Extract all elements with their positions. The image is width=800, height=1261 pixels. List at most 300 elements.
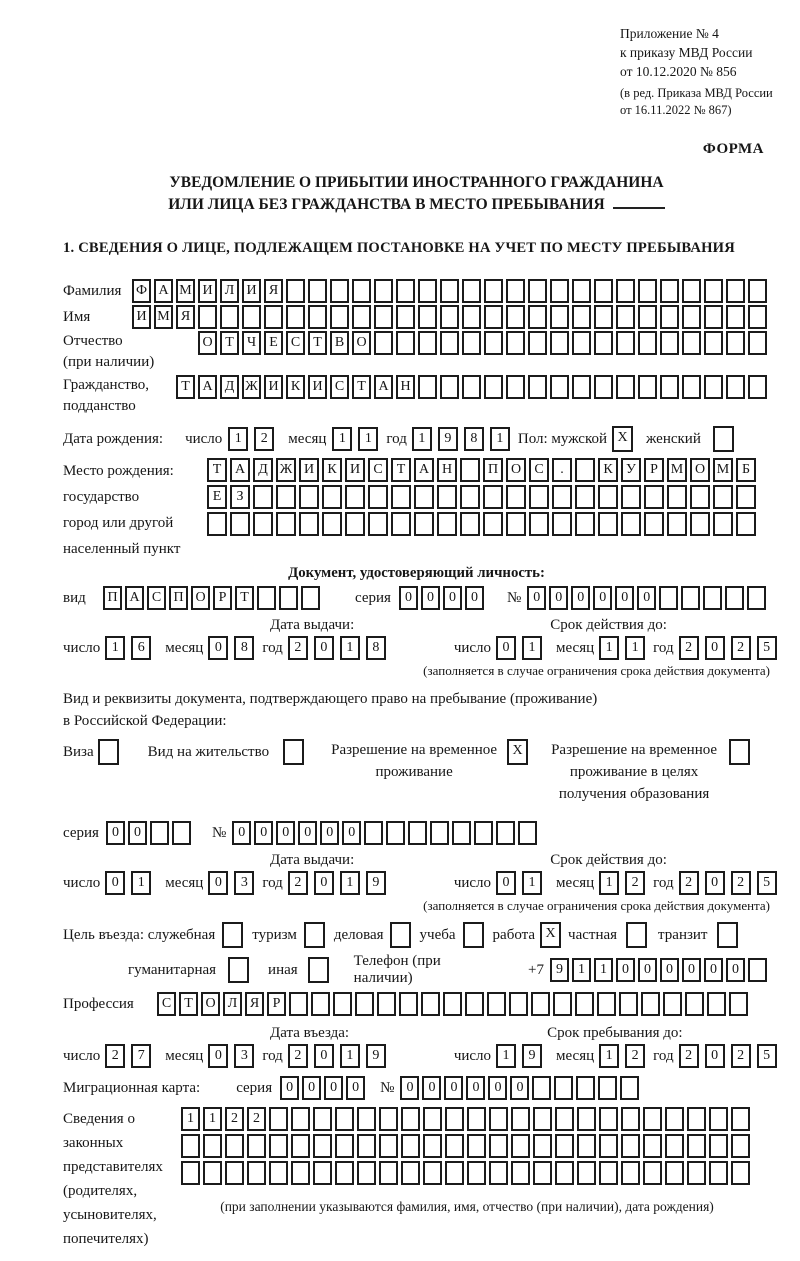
char-cell[interactable]: И (308, 375, 327, 399)
char-cell[interactable] (704, 305, 723, 329)
char-cell[interactable] (681, 586, 700, 610)
char-cell[interactable]: А (414, 458, 434, 482)
char-cell[interactable] (308, 305, 327, 329)
char-cell[interactable]: 1 (594, 958, 613, 982)
char-cell[interactable] (729, 992, 748, 1016)
char-cell[interactable] (253, 485, 273, 509)
char-cell[interactable] (616, 279, 635, 303)
char-cell[interactable] (621, 1161, 640, 1185)
char-cell[interactable]: 1 (181, 1107, 200, 1131)
char-cell[interactable] (506, 331, 525, 355)
char-cell[interactable] (532, 1076, 551, 1100)
char-cell[interactable]: 3 (234, 1044, 254, 1068)
char-cell[interactable] (460, 458, 480, 482)
char-cell[interactable] (276, 512, 296, 536)
char-cell[interactable] (597, 992, 616, 1016)
char-cell[interactable] (291, 1161, 310, 1185)
char-cell[interactable] (621, 1134, 640, 1158)
char-cell[interactable]: М (154, 305, 173, 329)
char-cell[interactable]: 2 (288, 871, 308, 895)
char-cell[interactable] (509, 992, 528, 1016)
char-cell[interactable] (663, 992, 682, 1016)
char-cell[interactable] (598, 512, 618, 536)
char-cell[interactable]: 1 (599, 636, 619, 660)
char-cell[interactable] (528, 305, 547, 329)
char-cell[interactable] (467, 1134, 486, 1158)
char-cell[interactable]: И (299, 458, 319, 482)
char-cell[interactable] (247, 1134, 266, 1158)
char-cell[interactable]: Я (264, 279, 283, 303)
char-cell[interactable]: О (690, 458, 710, 482)
char-cell[interactable]: 0 (128, 821, 147, 845)
char-cell[interactable]: Е (264, 331, 283, 355)
char-cell[interactable] (660, 375, 679, 399)
char-cell[interactable] (511, 1107, 530, 1131)
char-cell[interactable] (575, 512, 595, 536)
char-cell[interactable] (330, 279, 349, 303)
char-cell[interactable] (577, 1107, 596, 1131)
char-cell[interactable] (423, 1134, 442, 1158)
char-cell[interactable] (506, 305, 525, 329)
char-cell[interactable] (379, 1107, 398, 1131)
char-cell[interactable] (391, 512, 411, 536)
char-cell[interactable]: 2 (288, 1044, 308, 1068)
char-cell[interactable] (533, 1161, 552, 1185)
char-cell[interactable]: С (286, 331, 305, 355)
char-cell[interactable] (533, 1107, 552, 1131)
char-cell[interactable]: 0 (400, 1076, 419, 1100)
char-cell[interactable] (181, 1161, 200, 1185)
char-cell[interactable] (638, 331, 657, 355)
char-cell[interactable] (726, 279, 745, 303)
char-cell[interactable] (685, 992, 704, 1016)
char-cell[interactable]: 0 (638, 958, 657, 982)
char-cell[interactable] (594, 375, 613, 399)
char-cell[interactable] (460, 512, 480, 536)
char-cell[interactable] (660, 279, 679, 303)
char-cell[interactable]: 8 (366, 636, 386, 660)
char-cell[interactable]: Ч (242, 331, 261, 355)
char-cell[interactable]: 0 (324, 1076, 343, 1100)
char-cell[interactable] (713, 426, 734, 452)
char-cell[interactable]: 5 (757, 636, 777, 660)
char-cell[interactable] (575, 458, 595, 482)
char-cell[interactable] (748, 331, 767, 355)
char-cell[interactable] (289, 992, 308, 1016)
char-cell[interactable] (276, 485, 296, 509)
char-cell[interactable] (511, 1134, 530, 1158)
char-cell[interactable]: С (157, 992, 176, 1016)
char-cell[interactable]: А (374, 375, 393, 399)
char-cell[interactable]: Н (437, 458, 457, 482)
char-cell[interactable] (379, 1134, 398, 1158)
char-cell[interactable]: 9 (550, 958, 569, 982)
char-cell[interactable] (283, 739, 304, 765)
char-cell[interactable] (621, 1107, 640, 1131)
char-cell[interactable]: Б (736, 458, 756, 482)
char-cell[interactable]: 0 (421, 586, 440, 610)
char-cell[interactable] (528, 279, 547, 303)
char-cell[interactable] (638, 305, 657, 329)
char-cell[interactable] (641, 992, 660, 1016)
char-cell[interactable] (687, 1107, 706, 1131)
char-cell[interactable] (616, 305, 635, 329)
char-cell[interactable] (414, 512, 434, 536)
char-cell[interactable] (386, 821, 405, 845)
char-cell[interactable] (242, 305, 261, 329)
char-cell[interactable] (484, 331, 503, 355)
char-cell[interactable]: 1 (340, 1044, 360, 1068)
char-cell[interactable]: 0 (549, 586, 568, 610)
char-cell[interactable]: 0 (496, 636, 516, 660)
char-cell[interactable] (418, 305, 437, 329)
char-cell[interactable] (203, 1161, 222, 1185)
char-cell[interactable] (690, 485, 710, 509)
char-cell[interactable]: 0 (399, 586, 418, 610)
char-cell[interactable]: З (230, 485, 250, 509)
char-cell[interactable]: 1 (572, 958, 591, 982)
char-cell[interactable]: . (552, 458, 572, 482)
char-cell[interactable]: Н (396, 375, 415, 399)
char-cell[interactable]: 2 (731, 871, 751, 895)
char-cell[interactable]: Я (245, 992, 264, 1016)
char-cell[interactable] (269, 1161, 288, 1185)
char-cell[interactable] (333, 992, 352, 1016)
char-cell[interactable]: И (242, 279, 261, 303)
char-cell[interactable] (599, 1107, 618, 1131)
char-cell[interactable] (682, 331, 701, 355)
char-cell[interactable] (665, 1161, 684, 1185)
char-cell[interactable] (550, 331, 569, 355)
char-cell[interactable] (709, 1161, 728, 1185)
char-cell[interactable] (401, 1134, 420, 1158)
char-cell[interactable] (225, 1134, 244, 1158)
char-cell[interactable] (704, 331, 723, 355)
char-cell[interactable]: 0 (208, 1044, 228, 1068)
char-cell[interactable]: Р (644, 458, 664, 482)
char-cell[interactable] (643, 1134, 662, 1158)
char-cell[interactable] (379, 1161, 398, 1185)
char-cell[interactable]: 0 (208, 871, 228, 895)
char-cell[interactable] (352, 279, 371, 303)
char-cell[interactable]: О (201, 992, 220, 1016)
char-cell[interactable] (257, 586, 276, 610)
char-cell[interactable]: С (330, 375, 349, 399)
char-cell[interactable] (533, 1134, 552, 1158)
char-cell[interactable]: О (506, 458, 526, 482)
char-cell[interactable] (643, 1161, 662, 1185)
char-cell[interactable] (368, 512, 388, 536)
char-cell[interactable]: 0 (302, 1076, 321, 1100)
char-cell[interactable] (299, 485, 319, 509)
char-cell[interactable] (445, 1161, 464, 1185)
char-cell[interactable] (304, 922, 325, 948)
char-cell[interactable] (553, 992, 572, 1016)
char-cell[interactable] (550, 279, 569, 303)
char-cell[interactable] (467, 1107, 486, 1131)
char-cell[interactable] (487, 992, 506, 1016)
char-cell[interactable]: И (264, 375, 283, 399)
char-cell[interactable]: 2 (625, 871, 645, 895)
char-cell[interactable] (506, 279, 525, 303)
char-cell[interactable]: М (667, 458, 687, 482)
char-cell[interactable] (555, 1161, 574, 1185)
char-cell[interactable]: X (612, 426, 633, 452)
char-cell[interactable] (377, 992, 396, 1016)
char-cell[interactable]: 2 (679, 636, 699, 660)
char-cell[interactable] (682, 375, 701, 399)
char-cell[interactable] (253, 512, 273, 536)
char-cell[interactable] (713, 485, 733, 509)
char-cell[interactable] (619, 992, 638, 1016)
char-cell[interactable]: Ж (242, 375, 261, 399)
char-cell[interactable] (460, 485, 480, 509)
char-cell[interactable] (286, 279, 305, 303)
char-cell[interactable] (264, 305, 283, 329)
char-cell[interactable] (355, 992, 374, 1016)
char-cell[interactable]: 0 (466, 1076, 485, 1100)
char-cell[interactable] (599, 1161, 618, 1185)
char-cell[interactable] (736, 485, 756, 509)
char-cell[interactable] (345, 512, 365, 536)
char-cell[interactable]: Т (176, 375, 195, 399)
char-cell[interactable]: 1 (340, 636, 360, 660)
char-cell[interactable]: 0 (106, 821, 125, 845)
char-cell[interactable]: 1 (599, 871, 619, 895)
char-cell[interactable] (291, 1134, 310, 1158)
char-cell[interactable]: Д (220, 375, 239, 399)
char-cell[interactable] (421, 992, 440, 1016)
char-cell[interactable] (528, 375, 547, 399)
char-cell[interactable] (594, 305, 613, 329)
char-cell[interactable]: П (103, 586, 122, 610)
char-cell[interactable] (374, 279, 393, 303)
char-cell[interactable] (575, 992, 594, 1016)
char-cell[interactable]: 2 (254, 427, 274, 451)
char-cell[interactable] (150, 821, 169, 845)
char-cell[interactable] (374, 331, 393, 355)
char-cell[interactable]: 0 (705, 636, 725, 660)
char-cell[interactable]: 0 (705, 1044, 725, 1068)
char-cell[interactable]: Ж (276, 458, 296, 482)
char-cell[interactable] (682, 305, 701, 329)
char-cell[interactable] (638, 375, 657, 399)
char-cell[interactable]: Т (220, 331, 239, 355)
char-cell[interactable]: 1 (332, 427, 352, 451)
char-cell[interactable]: 1 (358, 427, 378, 451)
char-cell[interactable]: 0 (496, 871, 516, 895)
char-cell[interactable]: 7 (131, 1044, 151, 1068)
char-cell[interactable] (368, 485, 388, 509)
char-cell[interactable] (638, 279, 657, 303)
char-cell[interactable]: 6 (131, 636, 151, 660)
char-cell[interactable] (423, 1107, 442, 1131)
char-cell[interactable] (550, 305, 569, 329)
char-cell[interactable] (703, 586, 722, 610)
char-cell[interactable] (726, 331, 745, 355)
char-cell[interactable] (364, 821, 383, 845)
char-cell[interactable]: 9 (522, 1044, 542, 1068)
char-cell[interactable] (225, 1161, 244, 1185)
char-cell[interactable]: И (345, 458, 365, 482)
char-cell[interactable] (729, 739, 750, 765)
char-cell[interactable] (396, 305, 415, 329)
char-cell[interactable]: 1 (599, 1044, 619, 1068)
char-cell[interactable] (704, 375, 723, 399)
char-cell[interactable] (418, 279, 437, 303)
char-cell[interactable] (690, 512, 710, 536)
char-cell[interactable] (396, 331, 415, 355)
char-cell[interactable]: 0 (704, 958, 723, 982)
char-cell[interactable]: 5 (757, 871, 777, 895)
char-cell[interactable]: А (125, 586, 144, 610)
char-cell[interactable]: 0 (314, 1044, 334, 1068)
char-cell[interactable] (709, 1134, 728, 1158)
char-cell[interactable]: 1 (105, 636, 125, 660)
char-cell[interactable]: 2 (731, 1044, 751, 1068)
char-cell[interactable] (725, 586, 744, 610)
char-cell[interactable] (576, 1076, 595, 1100)
char-cell[interactable] (330, 305, 349, 329)
char-cell[interactable]: 2 (625, 1044, 645, 1068)
char-cell[interactable]: 1 (522, 871, 542, 895)
char-cell[interactable] (484, 375, 503, 399)
char-cell[interactable]: Р (267, 992, 286, 1016)
char-cell[interactable] (598, 1076, 617, 1100)
char-cell[interactable]: 2 (679, 1044, 699, 1068)
char-cell[interactable]: 8 (464, 427, 484, 451)
char-cell[interactable] (467, 1161, 486, 1185)
char-cell[interactable] (518, 821, 537, 845)
char-cell[interactable]: К (598, 458, 618, 482)
char-cell[interactable]: А (230, 458, 250, 482)
char-cell[interactable] (98, 739, 119, 765)
char-cell[interactable] (726, 375, 745, 399)
char-cell[interactable]: 1 (131, 871, 151, 895)
char-cell[interactable] (222, 922, 243, 948)
char-cell[interactable] (228, 957, 249, 983)
char-cell[interactable]: 2 (225, 1107, 244, 1131)
char-cell[interactable] (598, 485, 618, 509)
char-cell[interactable] (572, 279, 591, 303)
char-cell[interactable]: У (621, 458, 641, 482)
char-cell[interactable]: 1 (340, 871, 360, 895)
char-cell[interactable]: 0 (276, 821, 295, 845)
char-cell[interactable] (445, 1107, 464, 1131)
char-cell[interactable]: М (713, 458, 733, 482)
char-cell[interactable] (408, 821, 427, 845)
char-cell[interactable]: С (368, 458, 388, 482)
char-cell[interactable] (311, 992, 330, 1016)
char-cell[interactable]: 0 (208, 636, 228, 660)
char-cell[interactable] (462, 331, 481, 355)
char-cell[interactable] (572, 331, 591, 355)
char-cell[interactable] (489, 1134, 508, 1158)
char-cell[interactable] (736, 512, 756, 536)
char-cell[interactable]: Т (308, 331, 327, 355)
char-cell[interactable] (731, 1134, 750, 1158)
char-cell[interactable] (440, 331, 459, 355)
char-cell[interactable]: М (176, 279, 195, 303)
char-cell[interactable] (423, 1161, 442, 1185)
char-cell[interactable]: 1 (228, 427, 248, 451)
char-cell[interactable]: 0 (593, 586, 612, 610)
char-cell[interactable] (489, 1161, 508, 1185)
char-cell[interactable] (440, 305, 459, 329)
char-cell[interactable] (616, 331, 635, 355)
char-cell[interactable] (726, 305, 745, 329)
char-cell[interactable]: 2 (731, 636, 751, 660)
char-cell[interactable]: 0 (726, 958, 745, 982)
char-cell[interactable] (269, 1134, 288, 1158)
char-cell[interactable] (299, 512, 319, 536)
char-cell[interactable] (713, 512, 733, 536)
char-cell[interactable] (357, 1134, 376, 1158)
char-cell[interactable]: 2 (679, 871, 699, 895)
char-cell[interactable]: 1 (490, 427, 510, 451)
char-cell[interactable] (577, 1161, 596, 1185)
char-cell[interactable] (511, 1161, 530, 1185)
char-cell[interactable] (659, 586, 678, 610)
char-cell[interactable] (335, 1134, 354, 1158)
char-cell[interactable] (484, 279, 503, 303)
char-cell[interactable] (644, 485, 664, 509)
char-cell[interactable] (207, 512, 227, 536)
char-cell[interactable]: С (147, 586, 166, 610)
char-cell[interactable]: Т (207, 458, 227, 482)
char-cell[interactable]: 0 (616, 958, 635, 982)
char-cell[interactable]: 0 (232, 821, 251, 845)
char-cell[interactable] (748, 279, 767, 303)
char-cell[interactable] (313, 1161, 332, 1185)
char-cell[interactable] (572, 375, 591, 399)
char-cell[interactable] (528, 331, 547, 355)
char-cell[interactable]: 0 (422, 1076, 441, 1100)
char-cell[interactable] (665, 1107, 684, 1131)
char-cell[interactable] (489, 1107, 508, 1131)
char-cell[interactable] (399, 992, 418, 1016)
char-cell[interactable]: 0 (682, 958, 701, 982)
char-cell[interactable] (443, 992, 462, 1016)
char-cell[interactable] (577, 1134, 596, 1158)
char-cell[interactable] (687, 1134, 706, 1158)
char-cell[interactable] (552, 485, 572, 509)
char-cell[interactable] (555, 1107, 574, 1131)
char-cell[interactable] (396, 279, 415, 303)
char-cell[interactable] (620, 1076, 639, 1100)
char-cell[interactable]: 1 (522, 636, 542, 660)
char-cell[interactable]: 9 (366, 1044, 386, 1068)
char-cell[interactable]: 1 (412, 427, 432, 451)
char-cell[interactable] (682, 279, 701, 303)
char-cell[interactable]: 0 (571, 586, 590, 610)
char-cell[interactable] (391, 485, 411, 509)
char-cell[interactable] (462, 279, 481, 303)
char-cell[interactable] (660, 305, 679, 329)
char-cell[interactable]: К (286, 375, 305, 399)
char-cell[interactable] (599, 1134, 618, 1158)
char-cell[interactable]: 0 (314, 636, 334, 660)
char-cell[interactable] (301, 586, 320, 610)
char-cell[interactable] (352, 305, 371, 329)
char-cell[interactable]: 2 (247, 1107, 266, 1131)
char-cell[interactable] (667, 512, 687, 536)
char-cell[interactable] (313, 1134, 332, 1158)
char-cell[interactable]: О (352, 331, 371, 355)
char-cell[interactable]: Т (235, 586, 254, 610)
char-cell[interactable] (322, 512, 342, 536)
char-cell[interactable]: Л (223, 992, 242, 1016)
